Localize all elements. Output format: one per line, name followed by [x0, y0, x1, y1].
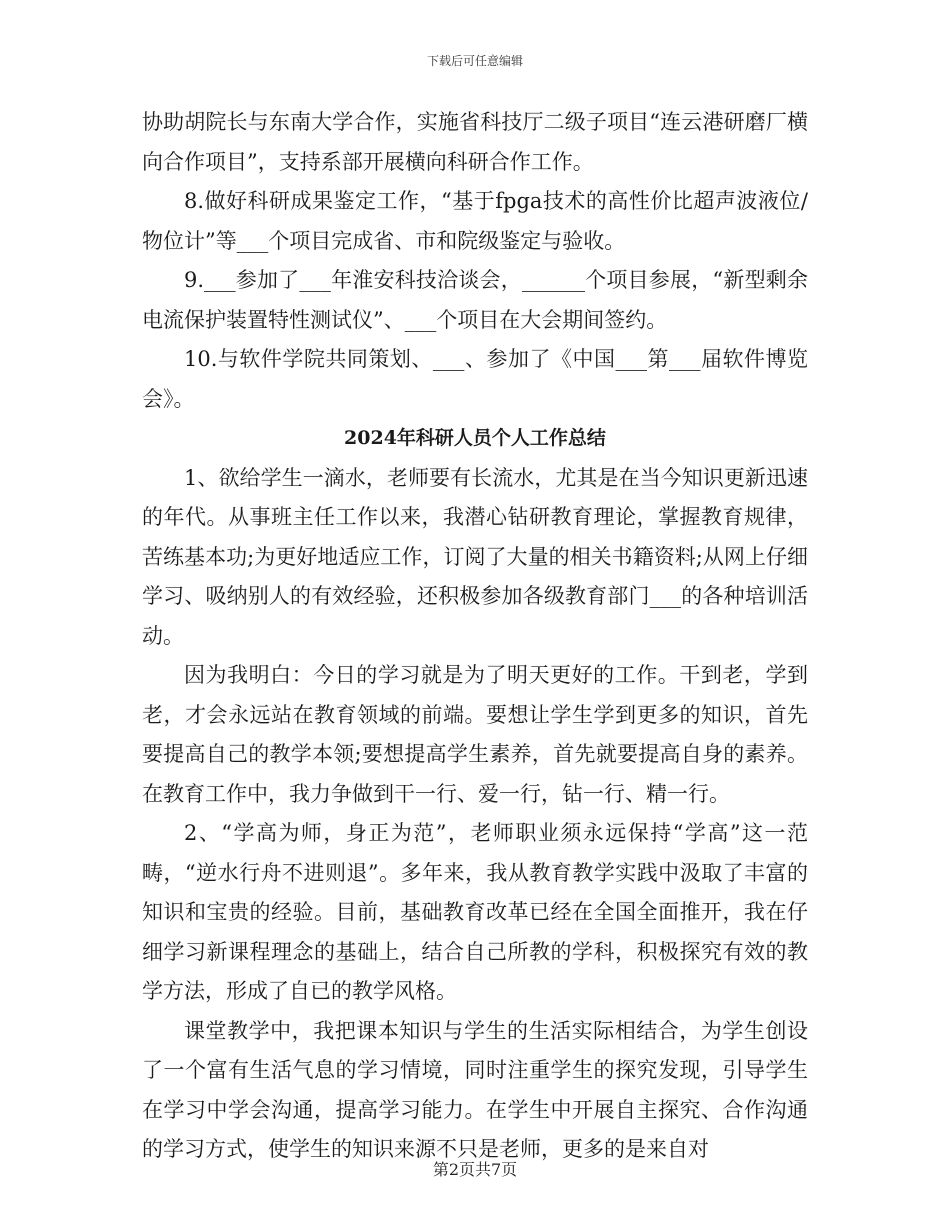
paragraph-body-1: 1、欲给学生一滴水，老师要有长流水，尤其是在当今知识更新迅速的年代。从事班主任工作以来，我潜心钻研教育理论，掌握教育规律，苦练基本功;为更好地适应工作，订阅了大量的相关书籍资料;从网上仔细学习、吸纳别人的有效经验，还积极参加各级教育部门___的各种培训活动。	[142, 465, 808, 648]
page-footer: 第2页共7页	[432, 1160, 518, 1179]
paragraph-cooperation: 协助胡院长与东南大学合作，实施省科技厅二级子项目“连云港研磨厂横向合作项目”，支持系部开展横向科研合作工作。	[142, 110, 808, 174]
paragraph-item-10: 10.与软件学院共同策划、___、参加了《中国___第___届软件博览会》。	[142, 347, 808, 411]
document-body	[142, 103, 808, 1170]
paragraph-item-9: 9.___参加了___年淮安科技洽谈会，______个项目参展，“新型剩余电流保护装置特性测试仪”、___个项目在大会期间签约。	[142, 268, 808, 332]
paragraph-body-2: 因为我明白：今日的学习就是为了明天更好的工作。干到老，学到老，才会永远站在教育领域的前端。要想让学生学到更多的知识，首先要提高自己的教学本领;要想提高学生素养，首先就要提高自身的素养。在教育工作中，我力争做到干一行、爱一行，钻一行、精一行。	[142, 663, 808, 806]
page-header: 下载后可任意编辑	[426, 54, 523, 68]
paragraph-item-8: 8.做好科研成果鉴定工作，“基于fpga技术的高性价比超声波液位/物位计”等___个项目完成省、市和院级鉴定与验收。	[142, 189, 808, 253]
paragraph-body-4: 课堂教学中，我把课本知识与学生的生活实际相结合，为学生创设了一个富有生活气息的学习情境，同时注重学生的探究发现，引导学生在学习中学会沟通，提高学习能力。在学生中开展自主探究、合作沟通的学习方式，使学生的知识来源不只是老师，更多的是来自对	[142, 1018, 808, 1161]
section-title: 2024年科研人员个人工作总结	[344, 427, 606, 449]
paragraph-body-3: 2、“学高为师，身正为范”，老师职业须永远保持“学高”这一范畴，“逆水行舟不进则退”。多年来，我从教育教学实践中汲取了丰富的知识和宝贵的经验。目前，基础教育改革已经在全国全面推开，我在仔细学习新课程理念的基础上，结合自己所教的学科，积极探究有效的教学方法，形成了自已的教学风格。	[142, 821, 808, 1003]
